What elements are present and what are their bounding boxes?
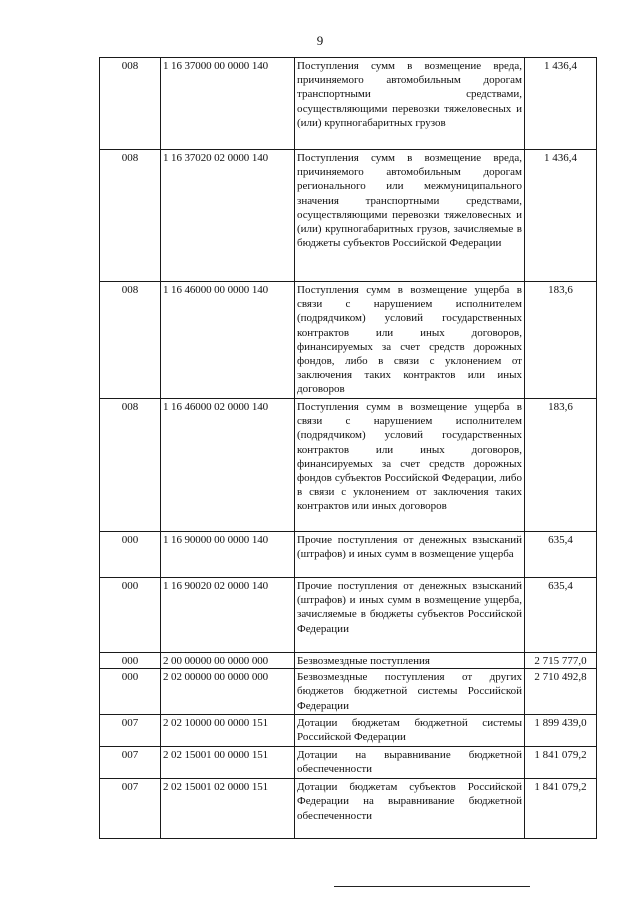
budget-classification-code-cell: 2 02 15001 02 0000 151 [161, 779, 295, 839]
budget-classification-code-cell: 1 16 90000 00 0000 140 [161, 532, 295, 578]
budget-classification-code-cell: 2 02 15001 00 0000 151 [161, 747, 295, 779]
admin-code-cell: 007 [100, 715, 161, 747]
revenue-name-cell: Прочие поступления от денежных взысканий (штрафов) и иных сумм в возмещение ущерба, зачисляемые в бюджеты субъектов Российской Федерации [295, 578, 525, 653]
table-row [100, 578, 597, 653]
amount-cell: 1 841 079,2 [525, 747, 597, 779]
table-row [100, 282, 597, 399]
amount-cell: 635,4 [525, 532, 597, 578]
table-row [100, 715, 597, 747]
budget-classification-code-cell: 1 16 46000 00 0000 140 [161, 282, 295, 399]
revenue-name-cell: Безвозмездные поступления от других бюджетов бюджетной системы Российской Федерации [295, 669, 525, 715]
admin-code-cell: 008 [100, 282, 161, 399]
revenue-name-cell: Безвозмездные поступления [295, 653, 525, 669]
amount-cell: 183,6 [525, 282, 597, 399]
budget-classification-code-cell: 1 16 37020 02 0000 140 [161, 150, 295, 282]
budget-classification-code-cell: 2 02 10000 00 0000 151 [161, 715, 295, 747]
page-number: 9 [316, 33, 324, 48]
admin-code-cell: 007 [100, 747, 161, 779]
budget-classification-code-cell: 1 16 90020 02 0000 140 [161, 578, 295, 653]
revenue-name-cell: Поступления сумм в возмещение ущерба в связи с нарушением исполнителем (подрядчиком) условий государственных контрактов или иных договоров, финансируемых за счет средств дорожных фондов, либо в связи с уклонением от заключения таких контрактов или иных договоров [295, 282, 525, 399]
amount-cell: 1 436,4 [525, 150, 597, 282]
budget-classification-code-cell: 2 00 00000 00 0000 000 [161, 653, 295, 669]
revenue-name-cell: Прочие поступления от денежных взысканий (штрафов) и иных сумм в возмещение ущерба [295, 532, 525, 578]
revenue-name-cell: Поступления сумм в возмещение вреда, причиняемого автомобильным дорогам транспортными средствами, осуществляющими перевозки тяжеловесных и (или) крупногабаритных грузов [295, 58, 525, 150]
admin-code-cell: 000 [100, 669, 161, 715]
revenue-name-cell: Дотации бюджетам субъектов Российской Федерации на выравнивание бюджетной обеспеченности [295, 779, 525, 839]
admin-code-cell: 007 [100, 779, 161, 839]
admin-code-cell: 008 [100, 58, 161, 150]
table-row [100, 779, 597, 839]
amount-cell: 2 715 777,0 [525, 653, 597, 669]
admin-code-cell: 008 [100, 399, 161, 532]
admin-code-cell: 000 [100, 653, 161, 669]
table-row [100, 747, 597, 779]
table-row [100, 669, 597, 715]
footer-rule [334, 886, 530, 887]
table-row [100, 399, 597, 532]
table-row [100, 150, 597, 282]
admin-code-cell: 000 [100, 532, 161, 578]
table-row [100, 58, 597, 150]
amount-cell: 1 436,4 [525, 58, 597, 150]
budget-classification-code-cell: 2 02 00000 00 0000 000 [161, 669, 295, 715]
budget-classification-code-cell: 1 16 37000 00 0000 140 [161, 58, 295, 150]
amount-cell: 1 841 079,2 [525, 779, 597, 839]
amount-cell: 2 710 492,8 [525, 669, 597, 715]
table-row [100, 653, 597, 669]
revenue-table-body [100, 58, 597, 839]
revenue-name-cell: Дотации на выравнивание бюджетной обеспеченности [295, 747, 525, 779]
table-row [100, 532, 597, 578]
admin-code-cell: 008 [100, 150, 161, 282]
revenue-table [99, 57, 597, 839]
revenue-name-cell: Дотации бюджетам бюджетной системы Российской Федерации [295, 715, 525, 747]
amount-cell: 183,6 [525, 399, 597, 532]
revenue-name-cell: Поступления сумм в возмещение ущерба в связи с нарушением исполнителем (подрядчиком) условий государственных контрактов или иных договоров, финансируемых за счет средств дорожных фондов субъектов Российской Федерации, либо в связи с уклонением от заключения таких контрактов или иных договоров [295, 399, 525, 532]
amount-cell: 1 899 439,0 [525, 715, 597, 747]
budget-classification-code-cell: 1 16 46000 02 0000 140 [161, 399, 295, 532]
revenue-name-cell: Поступления сумм в возмещение вреда, причиняемого автомобильным дорогам регионального или межмуниципального значения транспортными средствами, осуществляющими перевозки тяжеловесных и (или) крупногабаритных грузов, зачисляемые в бюджеты субъектов Российской Федерации [295, 150, 525, 282]
amount-cell: 635,4 [525, 578, 597, 653]
admin-code-cell: 000 [100, 578, 161, 653]
